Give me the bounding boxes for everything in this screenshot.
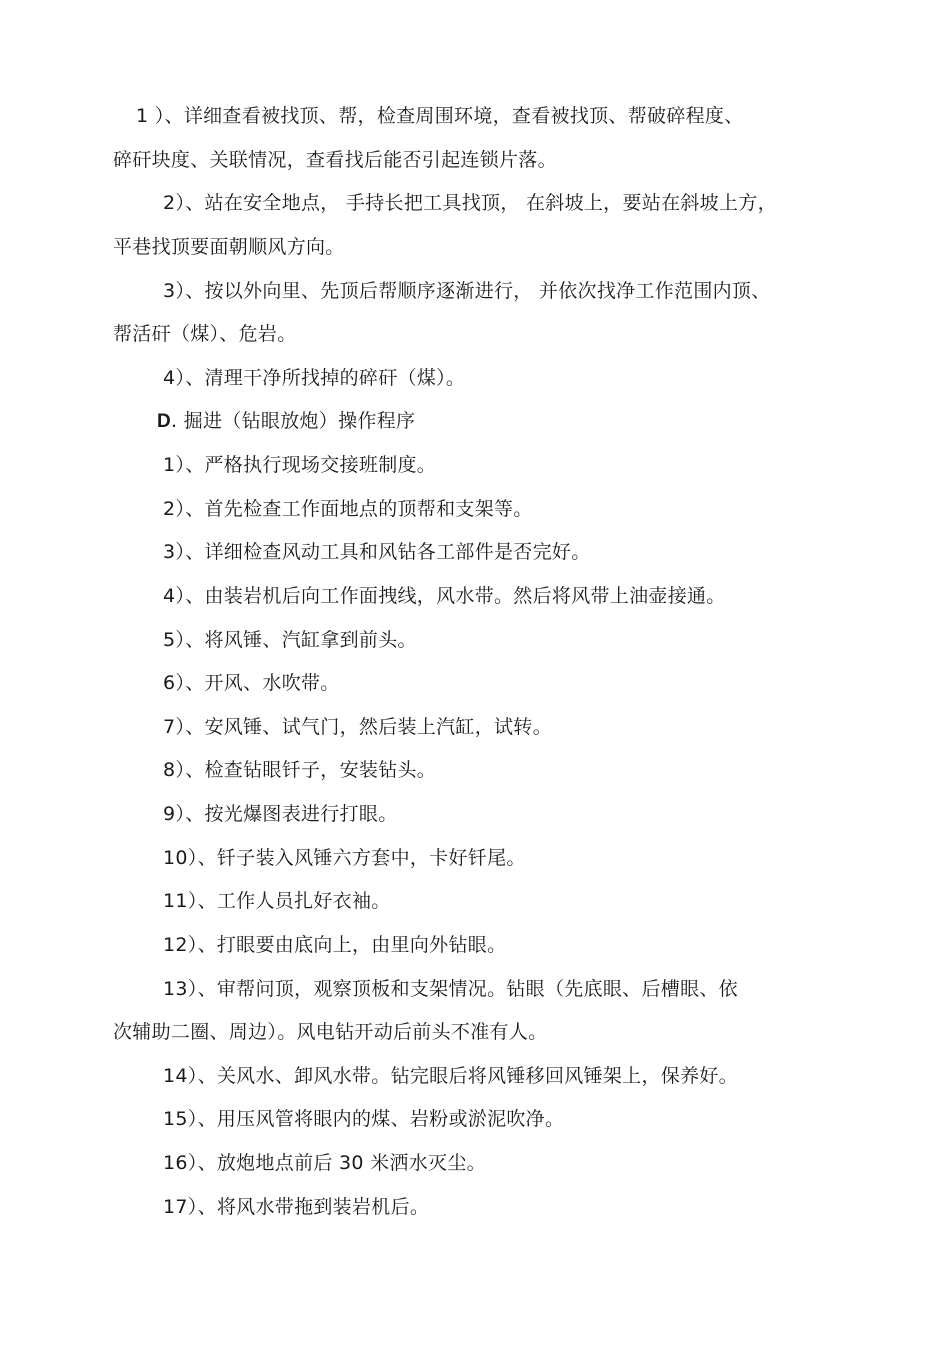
step-17: 17）、将风水带拖到装岩机后。 bbox=[163, 1196, 430, 1218]
find-roof-item-3-line-2: 帮活矸（煤）、危岩。 bbox=[113, 323, 297, 345]
step-2: 2）、首先检查工作面地点的顶帮和支架等。 bbox=[163, 498, 533, 520]
step-11: 11）、工作人员扎好衣袖。 bbox=[163, 890, 391, 912]
step-16: 16）、放炮地点前后 30 米洒水灭尘。 bbox=[163, 1152, 486, 1174]
find-roof-item-2-line-1: 2）、站在安全地点， 手持长把工具找顶， 在斜坡上，要站在斜坡上方， bbox=[163, 192, 777, 214]
find-roof-item-1-line-1: 1 ）、详细查看被找顶、帮，检查周围环境，查看被找顶、帮破碎程度、 bbox=[136, 105, 744, 127]
section-d-title: . 掘进（钻眼放炮）操作程序 bbox=[171, 410, 416, 432]
section-d-letter: D bbox=[157, 411, 172, 432]
step-5: 5）、将风锤、汽缸拿到前头。 bbox=[163, 629, 417, 651]
step-10: 10）、钎子装入风锤六方套中，卡好钎尾。 bbox=[163, 847, 526, 869]
step-3: 3）、详细检查风动工具和风钻各工部件是否完好。 bbox=[163, 541, 591, 563]
step-4: 4）、由装岩机后向工作面拽线，风水带。然后将风带上油壶接通。 bbox=[163, 585, 726, 607]
step-15: 15）、用压风管将眼内的煤、岩粉或淤泥吹净。 bbox=[163, 1108, 565, 1130]
step-8: 8）、检查钻眼钎子，安装钻头。 bbox=[163, 759, 437, 781]
step-9: 9）、按光爆图表进行打眼。 bbox=[163, 803, 398, 825]
find-roof-item-1-line-2: 碎矸块度、关联情况，查看找后能否引起连锁片落。 bbox=[113, 149, 557, 171]
step-12: 12）、打眼要由底向上，由里向外钻眼。 bbox=[163, 934, 507, 956]
step-1: 1）、严格执行现场交接班制度。 bbox=[163, 454, 437, 476]
find-roof-item-4: 4）、清理干净所找掉的碎矸（煤）。 bbox=[163, 367, 466, 389]
find-roof-item-3-line-1: 3）、按以外向里、先顶后帮顺序逐渐进行， 并依次找净工作范围内顶、 bbox=[163, 280, 771, 302]
step-13-line-1: 13）、审帮问顶，观察顶板和支架情况。钻眼（先底眼、后槽眼、依 bbox=[163, 978, 738, 1000]
section-d-heading bbox=[157, 408, 415, 435]
step-7: 7）、安风锤、试气门，然后装上汽缸，试转。 bbox=[163, 716, 552, 738]
step-13-line-2: 次辅助二圈、周边）。风电钻开动后前头不准有人。 bbox=[113, 1021, 548, 1043]
step-6: 6）、开风、水吹带。 bbox=[163, 672, 340, 694]
step-14: 14）、关风水、卸风水带。钻完眼后将风锤移回风锤架上，保养好。 bbox=[163, 1065, 738, 1087]
find-roof-item-2-line-2: 平巷找顶要面朝顺风方向。 bbox=[113, 236, 345, 258]
